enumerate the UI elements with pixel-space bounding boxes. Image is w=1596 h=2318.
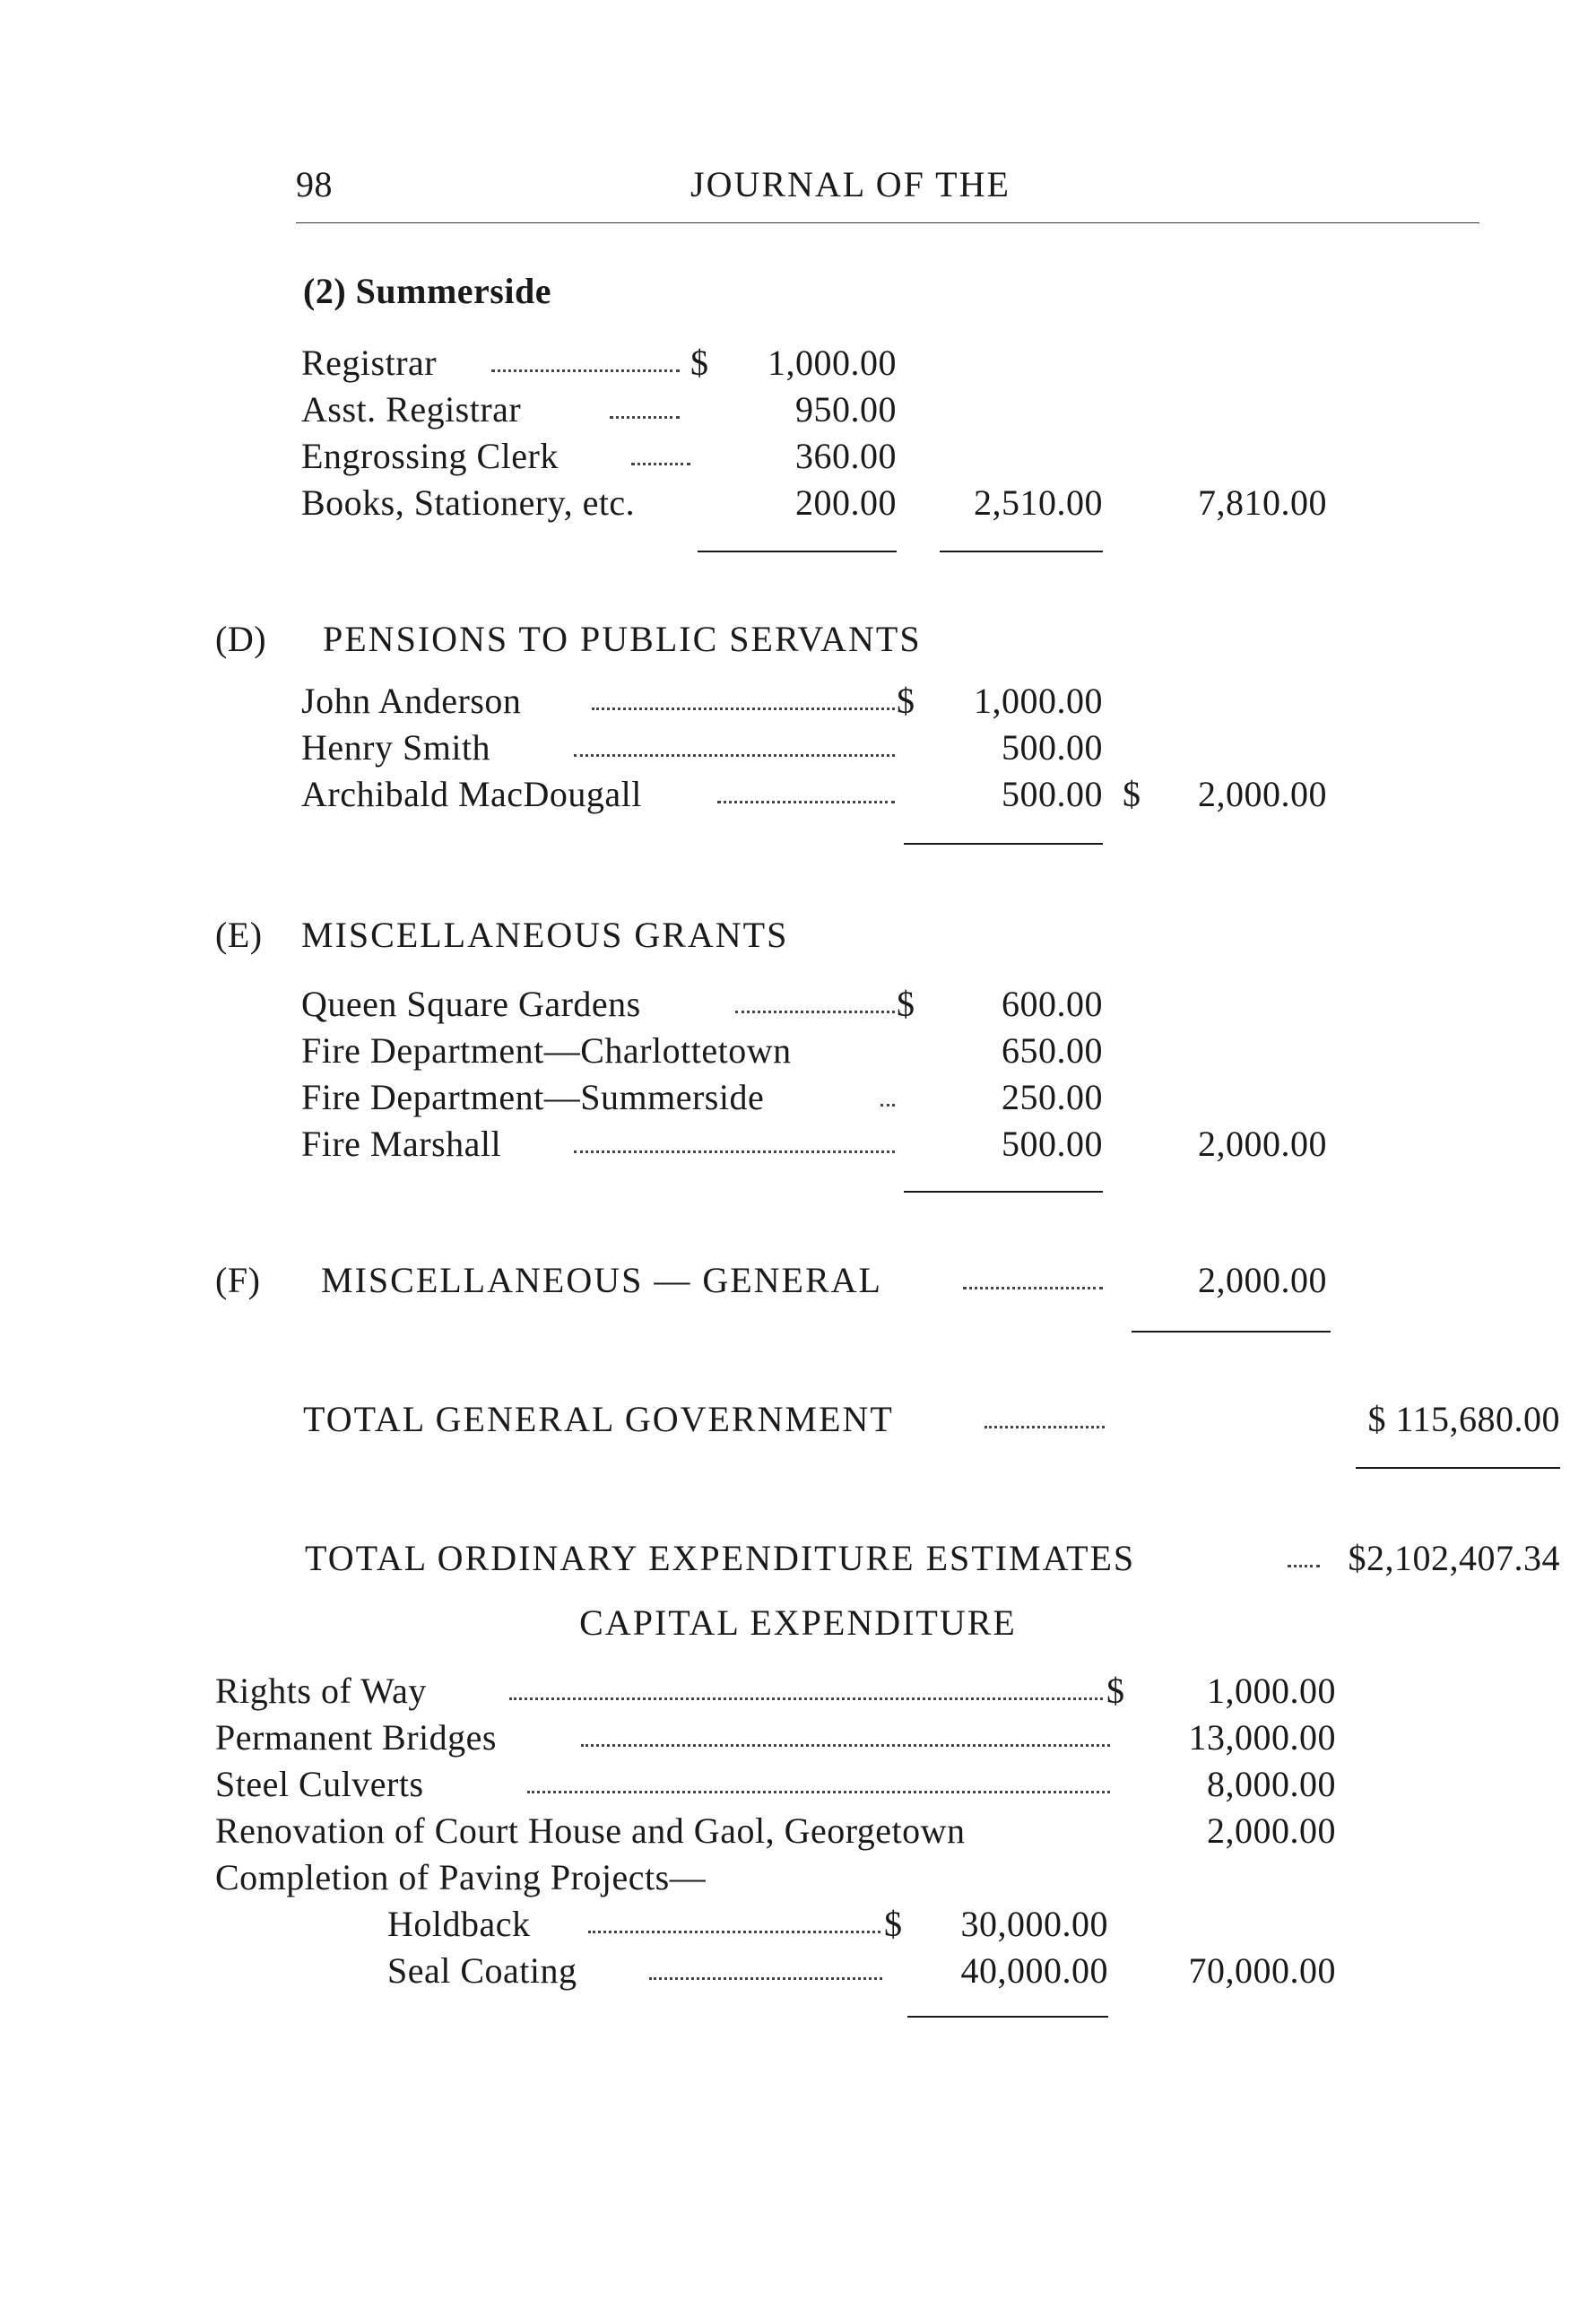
leader-dots	[527, 1791, 1110, 1793]
amount: 250.00	[1002, 1077, 1103, 1117]
section-letter-e: (E)	[215, 915, 263, 955]
row-label-registrar: Registrar	[301, 343, 438, 383]
leader-dots	[631, 463, 690, 465]
capital-heading: CAPITAL EXPENDITURE	[579, 1602, 1017, 1643]
total-ordinary-label: TOTAL ORDINARY EXPENDITURE ESTIMATES	[305, 1538, 1136, 1578]
total-general-value: $ 115,680.00	[1367, 1399, 1560, 1439]
section-total: 2,000.00	[1198, 774, 1327, 814]
leader-dots	[984, 1426, 1105, 1428]
total-general-label: TOTAL GENERAL GOVERNMENT	[303, 1399, 894, 1439]
amount: 650.00	[1002, 1030, 1103, 1071]
row-label-fire-dept-summerside: Fire Department—Summerside	[301, 1077, 765, 1117]
section-heading-summerside: (2) Summerside	[303, 271, 551, 311]
leader-dots	[963, 1287, 1103, 1289]
leader-dots	[581, 1744, 1110, 1747]
sum-rule	[904, 1191, 1103, 1193]
section-heading-misc-grants: MISCELLANEOUS GRANTS	[301, 915, 789, 955]
sum-rule	[1132, 1331, 1331, 1333]
dollar-sign: $	[897, 984, 915, 1024]
row-label-holdback: Holdback	[387, 1904, 531, 1944]
section-total: 2,000.00	[1198, 1260, 1327, 1300]
row-label-court-house-renovation: Renovation of Court House and Gaol, Georgetown	[215, 1810, 966, 1851]
subtotal: 2,510.00	[974, 482, 1103, 523]
amount: 40,000.00	[960, 1950, 1108, 1991]
section-total: 70,000.00	[1188, 1950, 1336, 1991]
sum-rule	[1356, 1467, 1560, 1469]
amount: 1,000.00	[974, 681, 1103, 721]
amount: 500.00	[1002, 727, 1103, 768]
row-label-queen-square-gardens: Queen Square Gardens	[301, 984, 641, 1024]
amount: 13,000.00	[1188, 1717, 1336, 1758]
dollar-sign: $	[1106, 1671, 1125, 1711]
sum-rule	[904, 843, 1103, 845]
amount: 8,000.00	[1207, 1764, 1336, 1804]
dollar-sign: $	[897, 681, 915, 721]
header-rule	[296, 222, 1479, 223]
amount: 360.00	[795, 436, 897, 476]
amount: 950.00	[795, 389, 897, 430]
row-label-rights-of-way: Rights of Way	[215, 1671, 427, 1711]
section-total: 7,810.00	[1198, 482, 1327, 523]
row-label-paving-projects: Completion of Paving Projects—	[215, 1857, 707, 1897]
leader-dots	[610, 416, 680, 419]
sum-rule	[940, 551, 1103, 552]
row-label-permanent-bridges: Permanent Bridges	[215, 1717, 497, 1758]
amount: 500.00	[1002, 774, 1103, 814]
total-ordinary-value: $2,102,407.34	[1348, 1538, 1560, 1578]
leader-dots	[509, 1697, 1103, 1700]
amount: 30,000.00	[960, 1904, 1108, 1944]
leader-dots	[574, 754, 895, 757]
amount: 2,000.00	[1207, 1810, 1336, 1851]
running-title: JOURNAL OF THE	[690, 164, 1011, 204]
leader-dots	[592, 708, 895, 710]
section-heading-misc-general: MISCELLANEOUS — GENERAL	[321, 1260, 882, 1300]
leader-dots	[880, 1104, 895, 1107]
row-label-archibald-macdougall: Archibald MacDougall	[301, 774, 642, 814]
leader-dots	[717, 801, 895, 803]
sum-rule	[907, 2016, 1108, 2018]
amount: 200.00	[795, 482, 897, 523]
row-label-fire-marshall: Fire Marshall	[301, 1124, 502, 1164]
amount: 500.00	[1002, 1124, 1103, 1164]
leader-dots	[588, 1931, 880, 1933]
amount: 600.00	[1002, 984, 1103, 1024]
dollar-sign: $	[690, 343, 709, 383]
section-letter-f: (F)	[215, 1260, 261, 1300]
row-label-john-anderson: John Anderson	[301, 681, 522, 721]
row-label-seal-coating: Seal Coating	[387, 1950, 577, 1991]
amount: 1,000.00	[1207, 1671, 1336, 1711]
leader-dots	[491, 369, 680, 372]
section-heading-pensions: PENSIONS TO PUBLIC SERVANTS	[323, 619, 922, 659]
row-label-engrossing-clerk: Engrossing Clerk	[301, 436, 559, 476]
row-label-fire-dept-charlottetown: Fire Department—Charlottetown	[301, 1030, 792, 1071]
row-label-steel-culverts: Steel Culverts	[215, 1764, 424, 1804]
leader-dots	[649, 1977, 882, 1980]
dollar-sign: $	[884, 1904, 903, 1944]
section-letter-d: (D)	[215, 619, 267, 659]
row-label-asst-registrar: Asst. Registrar	[301, 389, 522, 430]
row-label-books-stationery: Books, Stationery, etc.	[301, 482, 636, 523]
leader-dots	[735, 1011, 895, 1013]
dollar-sign: $	[1123, 774, 1141, 814]
page-number: 98	[296, 164, 333, 204]
leader-dots	[574, 1150, 895, 1153]
section-total: 2,000.00	[1198, 1124, 1327, 1164]
row-label-henry-smith: Henry Smith	[301, 727, 491, 768]
sum-rule	[698, 551, 897, 552]
amount: 1,000.00	[768, 343, 897, 383]
